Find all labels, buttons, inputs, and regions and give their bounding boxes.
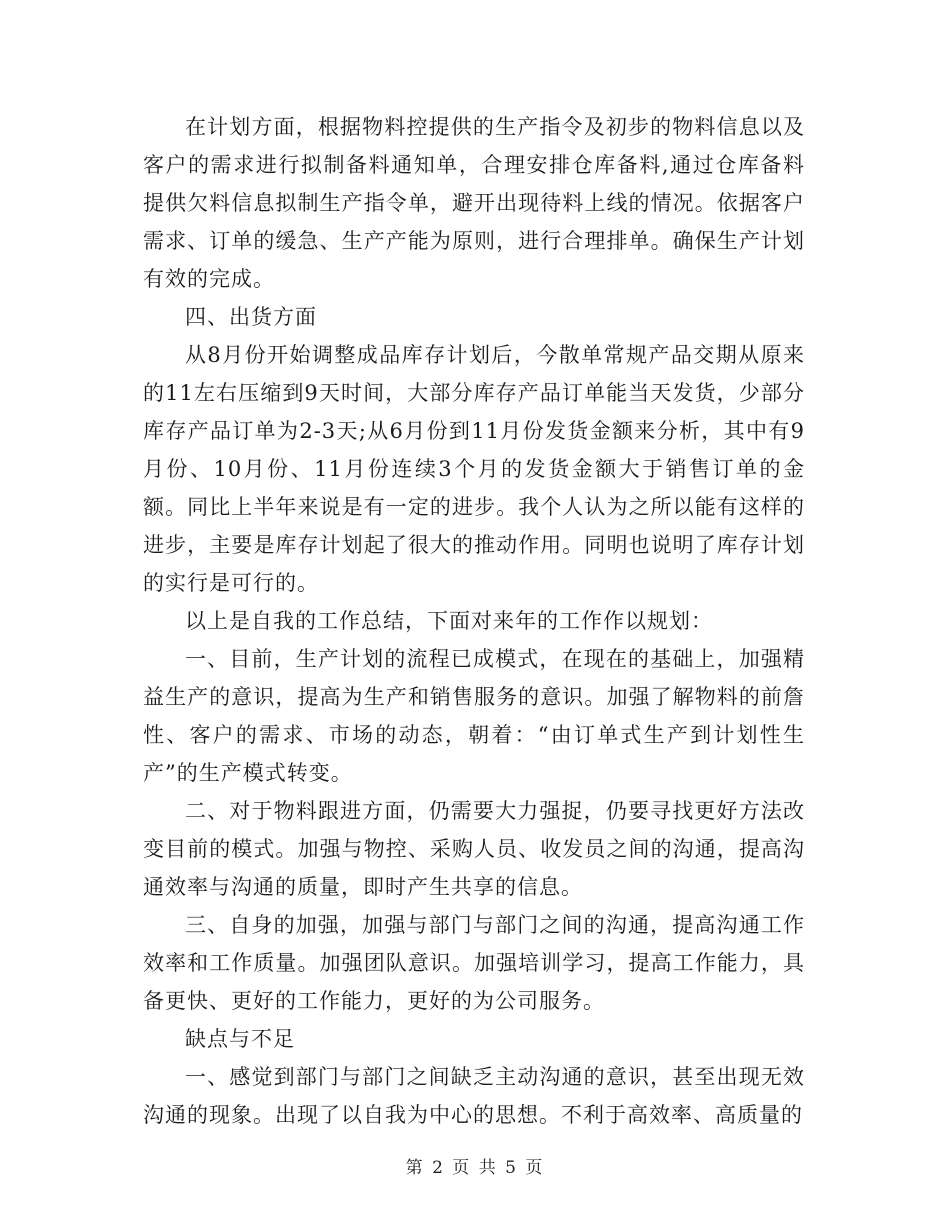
paragraph-plan-one: 一、目前，生产计划的流程已成模式，在现在的基础上，加强精益生产的意识，提高为生产和销售服务的意识。加强了解物料的前詹性、客户的需求、市场的动态，朝着：“由订单式生产到计划性生产”的生产模式转变。 xyxy=(143,647,805,785)
page-footer: 第 2 页 共 5 页 xyxy=(405,1158,545,1178)
paragraph-shortcoming-one: 一、感觉到部门与部门之间缺乏主动沟通的意识，甚至出现无效沟通的现象。出现了以自我为中心的思想。不利于高效率、高质量的 xyxy=(143,1065,805,1127)
document-body xyxy=(143,108,805,1134)
heading-shortcomings: 缺点与不足 xyxy=(185,1027,295,1051)
paragraph-plan-two: 二、对于物料跟进方面，仍需要大力强捉，仍要寻找更好方法改变目前的模式。加强与物控、采购人员、收发员之间的沟通，提高沟通效率与沟通的质量，即时产生共享的信息。 xyxy=(143,799,805,899)
paragraph-summary-intro: 以上是自我的工作总结，下面对来年的工作作以规划： xyxy=(185,609,713,633)
heading-shipping: 四、出货方面 xyxy=(185,305,317,329)
paragraph-plan-three: 三、自身的加强，加强与部门与部门之间的沟通，提高沟通工作效率和工作质量。加强团队意识。加强培训学习，提高工作能力，具备更快、更好的工作能力，更好的为公司服务。 xyxy=(143,913,805,1013)
paragraph-planning: 在计划方面，根据物料控提供的生产指令及初步的物料信息以及客户的需求进行拟制备料通知单，合理安排仓库备料,通过仓库备料提供欠料信息拟制生产指令单，避开出现待料上线的情况。依据客户需求、订单的缓急、生产产能为原则，进行合理排单。确保生产计划有效的完成。 xyxy=(143,115,805,291)
paragraph-shipping: 从8月份开始调整成品库存计划后，今散单常规产品交期从原来的11左右压缩到9天时间，大部分库存产品订单能当天发货，少部分库存产品订单为2-3天;从6月份到11月份发货金额来分析，其中有9月份、10月份、11月份连续3个月的发货金额大于销售订单的金额。同比上半年来说是有一定的进步。我个人认为之所以能有这样的进步，主要是库存计划起了很大的推动作用。同明也说明了库存计划的实行是可行的。 xyxy=(143,343,805,595)
